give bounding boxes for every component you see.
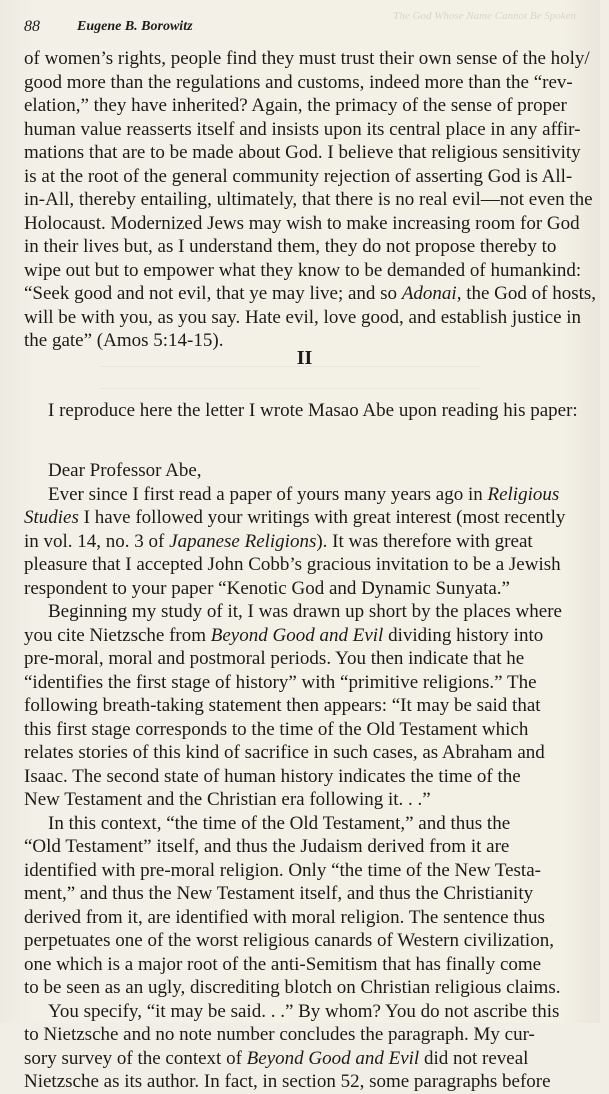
text-line: one which is a major root of the anti-Semitism that has finally come xyxy=(24,953,542,975)
text-line: pre-moral, moral and postmoral periods. You then indicate that he xyxy=(24,648,525,669)
text-span: “Seek good and not evil, that ye may live; and so xyxy=(24,283,402,304)
text-line: New Testament and the Christian era following it. . .” xyxy=(24,789,431,810)
text-line: respondent to your paper “Kenotic God and Dynamic Sunyata.” xyxy=(24,577,510,599)
text-line: Nietzsche as its author. In fact, in section 52, some paragraphs before xyxy=(24,1071,551,1092)
text-line xyxy=(24,483,609,507)
text-line: Holocaust. Modernized Jews may wish to make increasing room for God xyxy=(24,212,580,234)
text-line: will be with you, as you say. Hate evil, love good, and establish justice in xyxy=(24,306,582,328)
text-line: this first stage corresponds to the time of the Old Testament which xyxy=(24,718,529,740)
text-line: “identifies the first stage of history” with “primitive religions.” The xyxy=(24,671,537,693)
text-line: “Old Testament” itself, and thus the Judaism derived from it are xyxy=(24,836,510,857)
text-span: ). It was therefore with great xyxy=(316,530,533,552)
text-line: Beginning my study of it, I was drawn up short by the places where xyxy=(48,601,562,622)
text-line xyxy=(24,506,585,530)
text-line: wipe out but to empower what they know to be demanded of humankind: xyxy=(24,259,582,281)
text-span: in vol. 14, no. 3 of xyxy=(24,530,170,552)
text-line: to be seen as an ugly, discrediting blotch on Christian religious claims. xyxy=(24,977,561,998)
salutation: Dear Professor Abe, xyxy=(48,460,202,481)
text-span: I xyxy=(78,507,95,528)
text-line: in-All, thereby entailing, ultimately, that there is no real evil—not even the xyxy=(24,189,593,210)
text-line: perpetuates one of the worst religious canards of Western civilization, xyxy=(24,930,554,951)
text-span: Ever since I first read a paper of yours many years ago in xyxy=(48,483,488,505)
text-line: is at the root of the general community rejection of asserting God is All- xyxy=(24,165,573,187)
text-line: relates stories of this kind of sacrifice in such cases, as Abraham and xyxy=(24,742,545,763)
text-line: I reproduce here the letter I wrote Masao Abe upon reading his paper: xyxy=(48,400,578,421)
italic-beyond-good-evil: Beyond Good and Evil xyxy=(210,624,384,646)
text-line: pleasure that I accepted John Cobb’s gracious invitation to be a Jewish xyxy=(24,554,561,575)
text-line: of women’s rights, people find they must trust their own sense of the holy/ xyxy=(24,48,590,69)
bleed-through-text: The God Whose Name Cannot Be Spoken xyxy=(393,10,576,22)
text-line: You specify, “it may be said. . .” By whom? You do not ascribe this xyxy=(48,1000,560,1022)
running-head: Eugene B. Borowitz xyxy=(77,19,193,34)
page-header xyxy=(24,17,584,37)
text-line: derived from it, are identified with moral religion. The sentence thus xyxy=(24,906,545,928)
text-span: , the God of hosts, xyxy=(456,283,597,304)
italic-beyond-good-evil: Beyond Good and Evil xyxy=(246,1047,420,1069)
text-line: the gate” (Amos 5:14-15). xyxy=(24,330,224,351)
text-line: good more than the regulations and customs, indeed more than the “rev- xyxy=(24,71,573,93)
text-line: human value reasserts itself and insists upon its central place in any affir- xyxy=(24,118,581,140)
text-line xyxy=(24,282,597,306)
text-line: identified with pre-moral religion. Only “the time of the New Testa- xyxy=(24,859,541,881)
text-span: did not reveal xyxy=(419,1047,529,1069)
bleed-through-line xyxy=(100,388,480,389)
text-span: you cite Nietzsche from xyxy=(24,624,211,646)
italic-studies: Studies xyxy=(24,507,79,528)
italic-japanese: Japanese Religions xyxy=(169,530,317,552)
page-number: 88 xyxy=(24,18,40,35)
text-line xyxy=(24,624,585,648)
text-line: in their lives but, as I understand them, they do not propose thereby to xyxy=(24,236,557,257)
text-span: have followed your writings with great interest (most recently xyxy=(94,507,566,528)
text-line: following breath-taking statement then appears: “It may be said that xyxy=(24,695,541,716)
italic-religious: Religious xyxy=(487,483,560,505)
text-line: Isaac. The second state of human history indicates the time of the xyxy=(24,765,521,787)
text-line: In this context, “the time of the Old Testament,” and thus the xyxy=(48,812,511,834)
text-line: to Nietzsche and no note number concludes the paragraph. My cur- xyxy=(24,1024,535,1045)
text-line xyxy=(24,530,585,554)
text-span: dividing history into xyxy=(383,624,544,646)
text-line: ment,” and thus the New Testament itself, and thus the Christianity xyxy=(24,883,534,904)
section-heading: II xyxy=(296,347,313,369)
text-line: elation,” they have inherited? Again, the primacy of the sense of proper xyxy=(24,95,567,116)
text-span: sory survey of the context of xyxy=(24,1047,247,1069)
text-line xyxy=(24,1047,585,1071)
text-line: mations that are to be made about God. I believe that religious sensitivity xyxy=(24,142,581,163)
italic-adonai: Adonai xyxy=(401,283,457,304)
